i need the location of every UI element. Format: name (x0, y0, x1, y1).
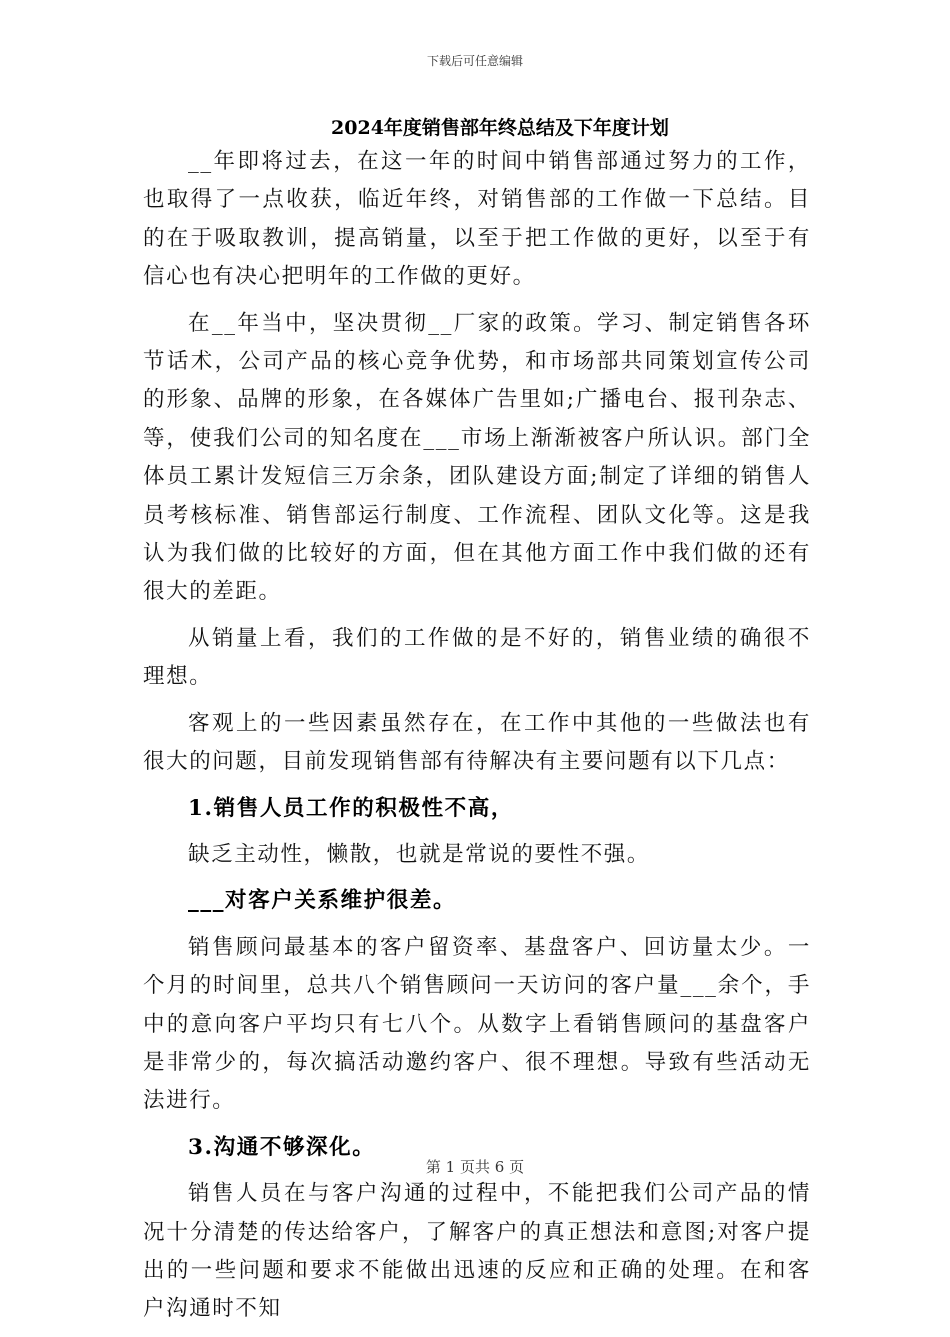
header-note: 下载后可任意编辑 (426, 54, 523, 68)
paragraph-problem-1: 缺乏主动性，懒散，也就是常说的要性不强。 (188, 841, 651, 867)
page-number: 第 1 页共 6 页 (425, 1158, 525, 1176)
heading-problem-1: 1.销售人员工作的积极性不高， (188, 795, 514, 821)
paragraph-problem-2: 销售顾问最基本的客户留资率、基盘客户、回访量太少。一个月的时间里，总共八个销售顾问一天访问的客户量___余个，手中的意向客户平均只有七八个。从数字上看销售顾问的基盘客户是非常少的，每次搞活动邀约客户、很不理想。导致有些活动无法进行。 (143, 934, 811, 1114)
paragraph-problem-3: 销售人员在与客户沟通的过程中，不能把我们公司产品的情况十分清楚的传达给客户，了解客户的真正想法和意图;对客户提出的一些问题和要求不能做出迅速的反应和正确的处理。在和客户沟通时不知 (143, 1181, 811, 1322)
paragraph-sales-volume: 从销量上看，我们的工作做的是不好的，销售业绩的确很不理想。 (143, 625, 811, 690)
paragraph-achievements: 在__年当中，坚决贯彻__厂家的政策。学习、制定销售各环节话术，公司产品的核心竞争优势，和市场部共同策划宣传公司的形象、品牌的形象，在各媒体广告里如;广播电台、报刊杂志、等，使我们公司的知名度在___市场上渐渐被客户所认识。部门全体员工累计发短信三万余条，团队建设方面;制定了详细的销售人员考核标准、销售部运行制度、工作流程、团队文化等。这是我认为我们做的比较好的方面，但在其他方面工作中我们做的还有很大的差距。 (143, 310, 811, 605)
document-title: 2024年度销售部年终总结及下年度计划 (331, 117, 669, 139)
heading-problem-2: ___对客户关系维护很差。 (188, 888, 457, 914)
paragraph-problems-intro: 客观上的一些因素虽然存在，在工作中其他的一些做法也有很大的问题，目前发现销售部有待解决有主要问题有以下几点： (143, 710, 811, 775)
paragraph-intro: __年即将过去，在这一年的时间中销售部通过努力的工作，也取得了一点收获，临近年终，对销售部的工作做一下总结。目的在于吸取教训，提高销量，以至于把工作做的更好，以至于有信心也有决心把明年的工作做的更好。 (143, 149, 811, 290)
heading-problem-3: 3.沟通不够深化。 (188, 1134, 376, 1160)
